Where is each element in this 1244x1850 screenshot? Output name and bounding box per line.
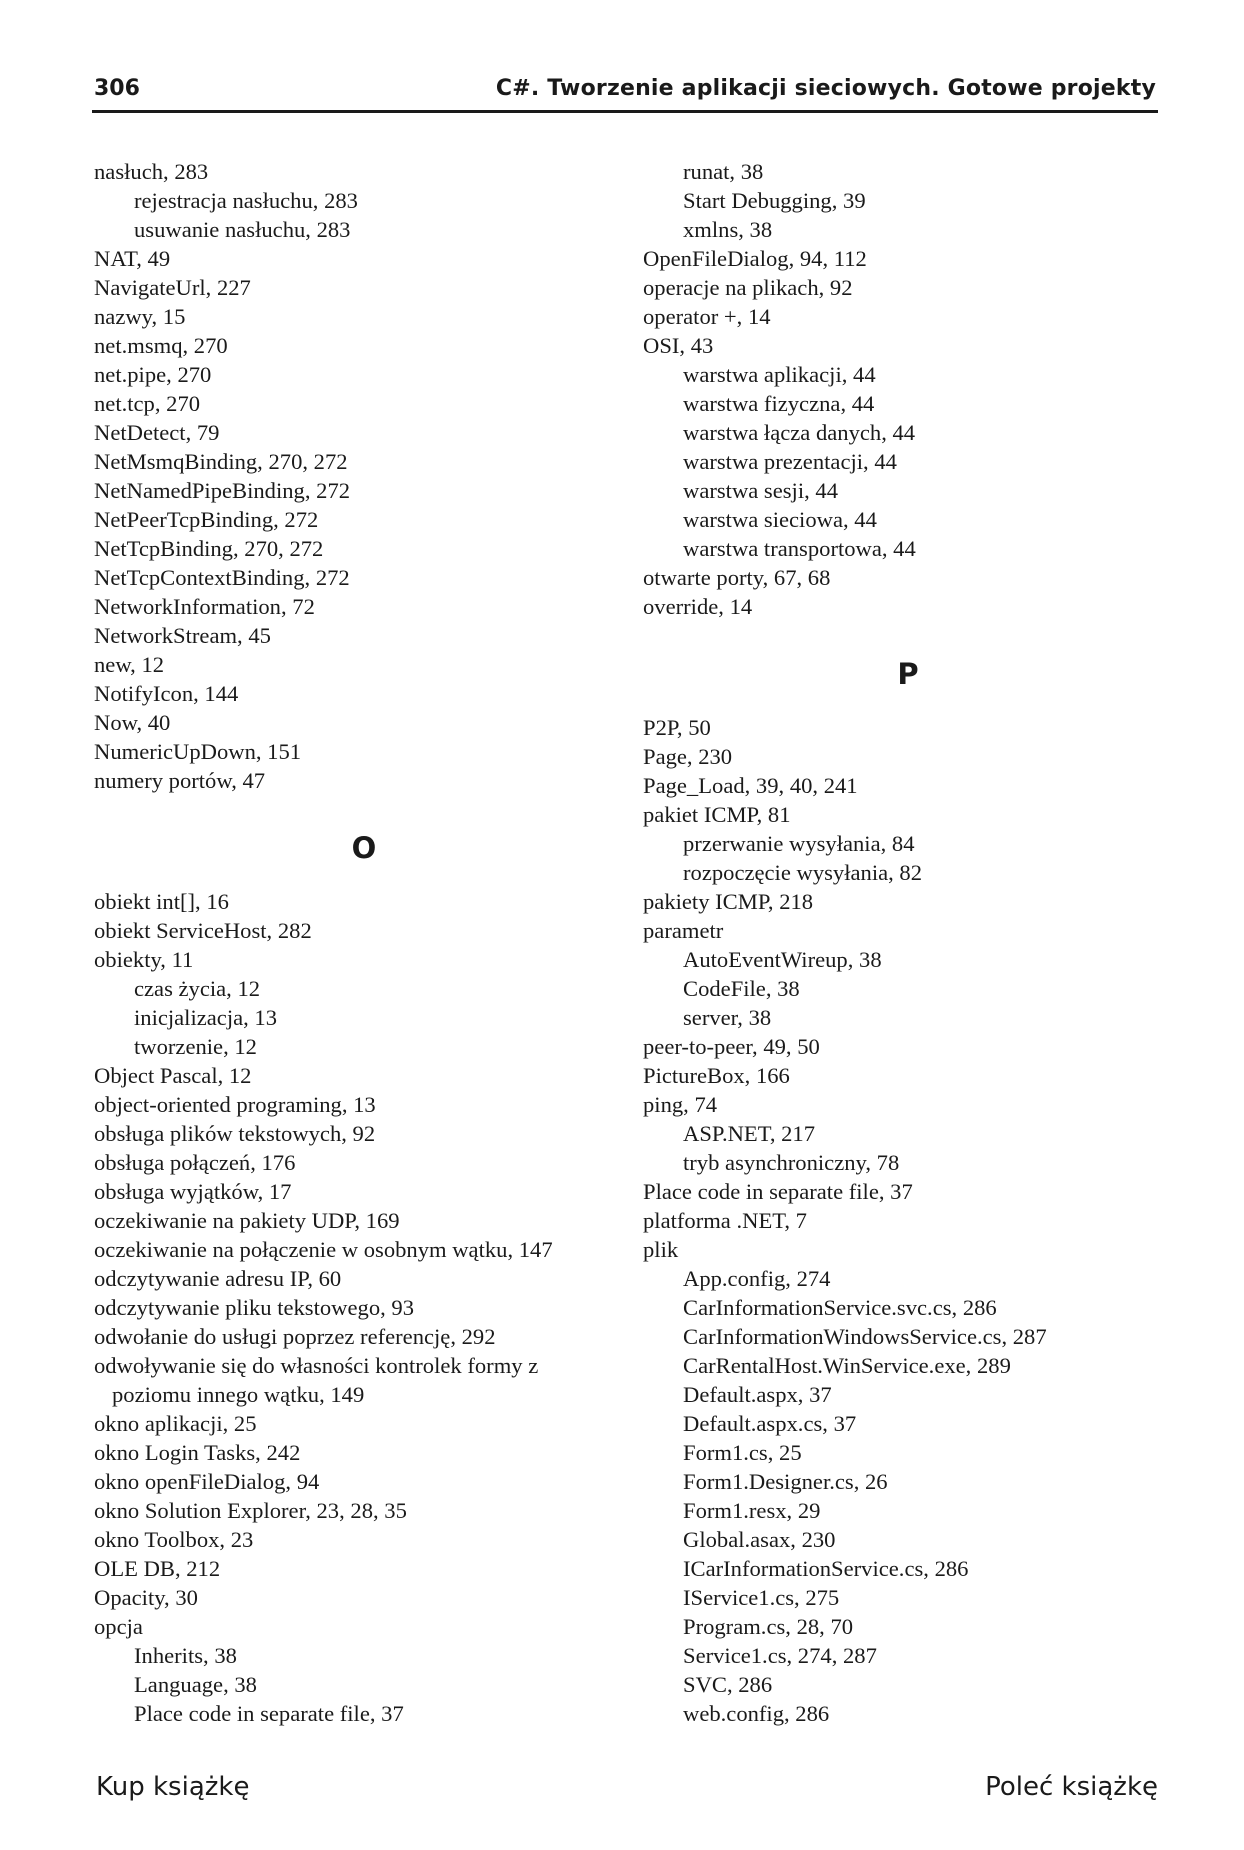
index-subentry: Form1.resx, 29 xyxy=(683,1498,821,1523)
index-entry: opcja xyxy=(94,1614,143,1639)
index-entry: override, 14 xyxy=(643,594,753,619)
index-entry: operacje na plikach, 92 xyxy=(643,275,853,300)
index-entry: obiekty, 11 xyxy=(94,947,194,972)
index-subentry: xmlns, 38 xyxy=(683,217,773,242)
index-subentry: Start Debugging, 39 xyxy=(683,188,866,213)
index-entry: obiekt ServiceHost, 282 xyxy=(94,918,312,943)
index-entry: Now, 40 xyxy=(94,710,171,735)
index-entry: OLE DB, 212 xyxy=(94,1556,221,1581)
index-entry: object-oriented programing, 13 xyxy=(94,1092,376,1117)
index-entry: odwoływanie się do własności kontrolek formy z xyxy=(94,1353,539,1378)
index-entry: odwołanie do usługi poprzez referencję, 292 xyxy=(94,1324,496,1349)
index-entry: net.msmq, 270 xyxy=(94,333,228,358)
index-entry: obsługa plików tekstowych, 92 xyxy=(94,1121,376,1146)
index-subentry: Language, 38 xyxy=(134,1672,257,1697)
index-entry: NetMsmqBinding, 270, 272 xyxy=(94,449,348,474)
index-subentry: CodeFile, 38 xyxy=(683,976,800,1001)
index-entry: oczekiwanie na połączenie w osobnym wątku, 147 xyxy=(94,1237,553,1262)
index-entry: okno Login Tasks, 242 xyxy=(94,1440,301,1465)
index-subentry: tworzenie, 12 xyxy=(134,1034,257,1059)
index-entry: nazwy, 15 xyxy=(94,304,186,329)
index-entry: otwarte porty, 67, 68 xyxy=(643,565,831,590)
index-entry: Opacity, 30 xyxy=(94,1585,198,1610)
index-entry: oczekiwanie na pakiety UDP, 169 xyxy=(94,1208,400,1233)
index-subentry: AutoEventWireup, 38 xyxy=(683,947,882,972)
index-entry: NetTcpContextBinding, 272 xyxy=(94,565,350,590)
index-subentry: IService1.cs, 275 xyxy=(683,1585,840,1610)
index-subentry: CarRentalHost.WinService.exe, 289 xyxy=(683,1353,1011,1378)
index-entry: obiekt int[], 16 xyxy=(94,889,229,914)
index-entry: odczytywanie adresu IP, 60 xyxy=(94,1266,342,1291)
index-subentry: warstwa fizyczna, 44 xyxy=(683,391,875,416)
index-subentry: ICarInformationService.cs, 286 xyxy=(683,1556,969,1581)
index-entry: NumericUpDown, 151 xyxy=(94,739,302,764)
index-entry: ping, 74 xyxy=(643,1092,718,1117)
index-subentry: czas życia, 12 xyxy=(134,976,261,1001)
index-subentry: przerwanie wysyłania, 84 xyxy=(683,831,915,856)
index-entry: PictureBox, 166 xyxy=(643,1063,790,1088)
index-entry: net.tcp, 270 xyxy=(94,391,201,416)
index-subentry: Form1.cs, 25 xyxy=(683,1440,802,1465)
index-subentry: warstwa sesji, 44 xyxy=(683,478,838,503)
index-subentry: rejestracja nasłuchu, 283 xyxy=(134,188,358,213)
index-subentry: Global.asax, 230 xyxy=(683,1527,836,1552)
index-entry: plik xyxy=(643,1237,679,1262)
section-letter: P xyxy=(897,657,919,691)
index-subentry: runat, 38 xyxy=(683,159,764,184)
book-title: C#. Tworzenie aplikacji sieciowych. Gotowe projekty xyxy=(495,76,1156,101)
index-subentry: CarInformationService.svc.cs, 286 xyxy=(683,1295,997,1320)
index-entry: nasłuch, 283 xyxy=(94,159,209,184)
index-entry: OSI, 43 xyxy=(643,333,714,358)
index-subentry: inicjalizacja, 13 xyxy=(134,1005,278,1030)
section-letter: O xyxy=(351,831,377,865)
index-entry: NetworkStream, 45 xyxy=(94,623,271,648)
index-entry: obsługa połączeń, 176 xyxy=(94,1150,296,1175)
index-entry: NetTcpBinding, 270, 272 xyxy=(94,536,324,561)
index-entry: peer-to-peer, 49, 50 xyxy=(643,1034,820,1059)
index-subentry: Default.aspx.cs, 37 xyxy=(683,1411,857,1436)
index-subentry: warstwa łącza danych, 44 xyxy=(683,420,916,445)
index-entry: okno openFileDialog, 94 xyxy=(94,1469,320,1494)
index-entry: okno aplikacji, 25 xyxy=(94,1411,257,1436)
page-number: 306 xyxy=(94,76,140,101)
index-subentry: tryb asynchroniczny, 78 xyxy=(683,1150,900,1175)
index-entry: odczytywanie pliku tekstowego, 93 xyxy=(94,1295,415,1320)
index-subentry: Form1.Designer.cs, 26 xyxy=(683,1469,888,1494)
index-entry: Place code in separate file, 37 xyxy=(643,1179,913,1204)
index-subentry: server, 38 xyxy=(683,1005,772,1030)
index-entry: obsługa wyjątków, 17 xyxy=(94,1179,292,1204)
index-subentry: usuwanie nasłuchu, 283 xyxy=(134,217,351,242)
index-entry: NotifyIcon, 144 xyxy=(94,681,239,706)
index-entry: NetworkInformation, 72 xyxy=(94,594,315,619)
index-entry: NavigateUrl, 227 xyxy=(94,275,251,300)
index-entry: net.pipe, 270 xyxy=(94,362,212,387)
index-subentry: CarInformationWindowsService.cs, 287 xyxy=(683,1324,1047,1349)
index-entry: P2P, 50 xyxy=(643,715,711,740)
index-subentry: warstwa prezentacji, 44 xyxy=(683,449,897,474)
index-entry: numery portów, 47 xyxy=(94,768,266,793)
index-entry: okno Solution Explorer, 23, 28, 35 xyxy=(94,1498,407,1523)
index-entry: new, 12 xyxy=(94,652,165,677)
index-entry: OpenFileDialog, 94, 112 xyxy=(643,246,867,271)
index-entry: Page, 230 xyxy=(643,744,733,769)
index-subentry: ASP.NET, 217 xyxy=(683,1121,816,1146)
index-entry: NetDetect, 79 xyxy=(94,420,220,445)
index-entry: Page_Load, 39, 40, 241 xyxy=(643,773,858,798)
page-header xyxy=(92,70,1158,113)
index-column-right xyxy=(643,157,1173,1728)
index-entry: NAT, 49 xyxy=(94,246,171,271)
index-entry: okno Toolbox, 23 xyxy=(94,1527,254,1552)
index-entry: NetPeerTcpBinding, 272 xyxy=(94,507,319,532)
index-subentry: warstwa transportowa, 44 xyxy=(683,536,916,561)
index-subentry: Default.aspx, 37 xyxy=(683,1382,832,1407)
index-entry: pakiet ICMP, 81 xyxy=(643,802,791,827)
index-subentry: web.config, 286 xyxy=(683,1701,830,1726)
index-entry: poziomu innego wątku, 149 xyxy=(112,1382,365,1407)
index-subentry: Program.cs, 28, 70 xyxy=(683,1614,854,1639)
index-entry: NetNamedPipeBinding, 272 xyxy=(94,478,351,503)
index-subentry: warstwa aplikacji, 44 xyxy=(683,362,876,387)
index-subentry: Place code in separate file, 37 xyxy=(134,1701,404,1726)
index-subentry: Inherits, 38 xyxy=(134,1643,237,1668)
index-column-left xyxy=(94,157,634,1728)
index-subentry: App.config, 274 xyxy=(683,1266,831,1291)
index-subentry: SVC, 286 xyxy=(683,1672,773,1697)
index-subentry: Service1.cs, 274, 287 xyxy=(683,1643,877,1668)
index-entry: pakiety ICMP, 218 xyxy=(643,889,814,914)
index-subentry: warstwa sieciowa, 44 xyxy=(683,507,877,532)
index-entry: platforma .NET, 7 xyxy=(643,1208,807,1233)
index-entry: parametr xyxy=(643,918,724,943)
buy-book-link[interactable]: Kup książkę xyxy=(96,1772,250,1802)
recommend-book-link[interactable]: Poleć książkę xyxy=(985,1772,1158,1802)
index-subentry: rozpoczęcie wysyłania, 82 xyxy=(683,860,923,885)
index-entry: Object Pascal, 12 xyxy=(94,1063,252,1088)
index-entry: operator +, 14 xyxy=(643,304,771,329)
